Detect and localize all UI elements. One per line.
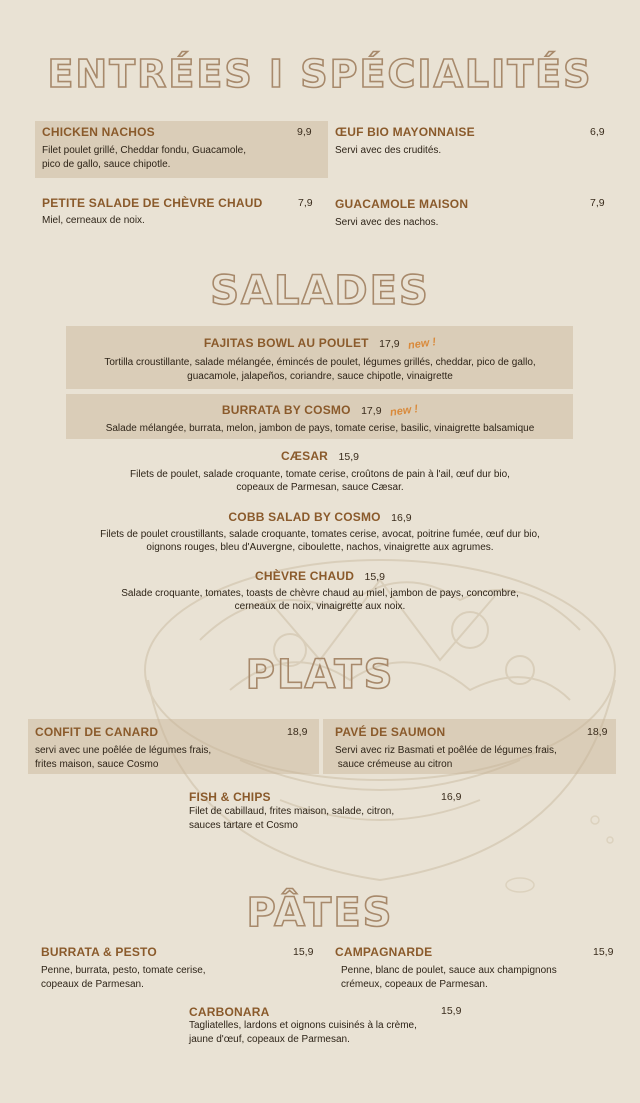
section-title-pates: PÂTES: [246, 890, 394, 936]
section-title-plats: PLATS: [245, 652, 395, 698]
section-title-salades: SALADES: [210, 268, 430, 314]
item-name: FISH & CHIPS: [189, 790, 271, 804]
item-price: 17,9: [379, 338, 400, 350]
item-desc: Penne, burrata, pesto, tomate cerise,: [41, 965, 206, 976]
item-price: 15,9: [441, 1005, 462, 1017]
item-desc: copeaux de Parmesan.: [41, 979, 144, 990]
item-name: CARBONARA: [189, 1005, 270, 1019]
item-desc: frites maison, sauce Cosmo: [35, 759, 159, 770]
item-name: CHÈVRE CHAUD: [255, 569, 355, 583]
item-name: PAVÉ DE SAUMON: [335, 725, 446, 739]
item-desc: Tortilla croustillante, salade mélangée, émincés de poulet, légumes grillés, cheddar, pico de gallo,: [104, 357, 536, 368]
new-badge: new !: [407, 336, 437, 352]
item-desc: Filets de poulet, salade croquante, tomate cerise, croûtons de pain à l'ail, œuf dur bio,: [130, 469, 510, 480]
item-price: 17,9: [361, 405, 382, 417]
item-desc: pico de gallo, sauce chipotle.: [42, 159, 171, 170]
item-desc: Servi avec des crudités.: [335, 145, 442, 156]
item-desc: Servi avec des nachos.: [335, 217, 439, 228]
item-desc: sauce crémeuse au citron: [335, 759, 453, 770]
item-desc: Miel, cerneaux de noix.: [42, 215, 145, 226]
item-name: CHICKEN NACHOS: [42, 125, 155, 139]
item-price: 15,9: [338, 451, 359, 463]
item-desc: Servi avec riz Basmati et poêlée de légumes frais,: [335, 745, 557, 756]
item-desc: Filet de cabillaud, frites maison, salade, citron,: [189, 806, 395, 817]
item-desc: cerneaux de noix, vinaigrette aux noix.: [234, 601, 406, 612]
item-name: BURRATA & PESTO: [41, 945, 157, 959]
item-desc: Salade mélangée, burrata, melon, jambon de pays, tomate cerise, basilic, vinaigrette balsamique: [105, 423, 535, 434]
new-badge: new !: [389, 403, 419, 419]
item-price: 15,9: [593, 946, 614, 958]
item-desc: sauces tartare et Cosmo: [189, 820, 298, 831]
item-desc: servi avec une poêlée de légumes frais,: [35, 745, 212, 756]
item-name: GUACAMOLE MAISON: [335, 197, 469, 211]
item-price: 18,9: [287, 726, 308, 738]
item-desc: Salade croquante, tomates, toasts de chèvre chaud au miel, jambon de pays, concombre,: [121, 588, 519, 599]
item-desc: Filet poulet grillé, Cheddar fondu, Guacamole,: [42, 145, 247, 156]
section-title-entrees: ENTRÉES I SPÉCIALITÉS: [47, 52, 593, 96]
item-price: 9,9: [297, 126, 312, 138]
item-desc: crémeux, copeaux de Parmesan.: [341, 979, 488, 990]
item-price: 6,9: [590, 126, 605, 138]
item-price: 16,9: [441, 791, 462, 803]
item-desc: copeaux de Parmesan, sauce Cæsar.: [236, 482, 404, 493]
item-desc: Tagliatelles, lardons et oignons cuisinés à la crème,: [189, 1020, 417, 1031]
item-price: 15,9: [293, 946, 314, 958]
item-price: 18,9: [587, 726, 608, 738]
item-name: CAMPAGNARDE: [335, 945, 433, 959]
item-name: FAJITAS BOWL AU POULET: [203, 336, 369, 350]
item-name: CÆSAR: [281, 449, 329, 463]
item-name: PETITE SALADE DE CHÈVRE CHAUD: [42, 196, 263, 210]
item-name: COBB SALAD BY COSMO: [228, 510, 381, 524]
item-desc: guacamole, jalapeños, coriandre, sauce chipotle, vinaigrette: [187, 371, 453, 382]
item-price: 7,9: [298, 197, 313, 209]
item-name: CONFIT DE CANARD: [35, 725, 159, 739]
item-price: 7,9: [590, 197, 605, 209]
item-price: 15,9: [364, 571, 385, 583]
item-name: ŒUF BIO MAYONNAISE: [335, 125, 475, 139]
item-name: BURRATA BY COSMO: [221, 403, 351, 417]
item-desc: Filets de poulet croustillants, salade croquante, tomates cerise, avocat, poitrine fumée, œuf dur bio,: [100, 529, 540, 540]
item-desc: oignons rouges, bleu d'Auvergne, ciboulette, nachos, vinaigrette aux agrumes.: [146, 542, 494, 553]
item-desc: jaune d'œuf, copeaux de Parmesan.: [189, 1034, 350, 1045]
item-price: 16,9: [391, 512, 412, 524]
item-desc: Penne, blanc de poulet, sauce aux champignons: [341, 965, 557, 976]
